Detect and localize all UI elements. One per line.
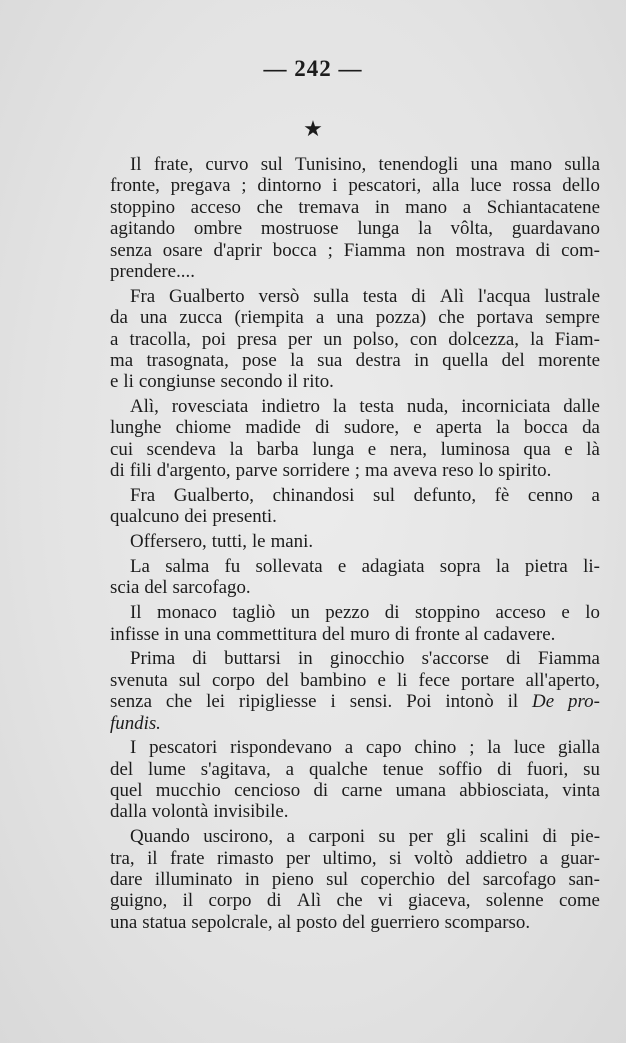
text-line: dalla volontà invisibile. [110,801,289,823]
text-line: ma trasognata, pose la sua destra in quella del morente [110,349,600,371]
text-line: dare illuminato in pieno sul coperchio del sarcofago san- [110,869,600,891]
text-line: Il monaco tagliò un pezzo di stoppino acceso e lo [130,602,600,624]
text-line: agitando ombre mostruose lunga la vôlta, guardavano [110,218,600,240]
text-line: lunghe chiome madide di sudore, e aperta la bocca da [110,417,600,439]
text-line: senza osare d'aprir bocca ; Fiamma non mostrava di com- [110,239,600,261]
text-line: Quando uscirono, a carponi su per gli scalini di pie- [130,826,600,848]
text-line: svenuta sul corpo del bambino e li fece portare all'aperto, [110,669,600,691]
text-line: La salma fu sollevata e adagiata sopra la pietra li- [130,555,600,577]
star-ornament-icon: ★ [303,116,323,141]
text-line: senza che lei ripigliesse i sensi. Poi intonò il De pro- [110,691,600,713]
text-line: Fra Gualberto, chinandosi sul defunto, fè cenno a [130,485,600,507]
text-line: Il frate, curvo sul Tunisino, tenendogli una mano sulla [130,154,600,175]
text-line: stoppino acceso che tremava in mano a Schiantacatene [110,196,600,218]
text-line: una statua sepolcrale, al posto del guerriero scomparso. [110,911,531,933]
paragraph [110,737,600,823]
text-line: e li congiunse secondo il rito. [110,371,334,393]
paragraph [110,826,600,933]
paragraph [110,556,600,599]
text-line: a tracolla, poi presa per un polso, con dolcezza, la Fiam- [110,328,600,350]
text-line: fundis. [110,712,161,734]
text-line: fronte, pregava ; dintorno i pescatori, alla luce rossa dello [110,175,600,197]
text-line: cui scendeva la barba lunga e nera, luminosa qua e là [110,438,600,460]
paragraph [110,154,600,282]
text-line: di fili d'argento, parve sorridere ; ma aveva reso lo spirito. [110,460,552,482]
page-number: — 242 — [263,56,363,81]
text-line: del lume s'agitava, a qualche tenue soffio di fuori, su [110,758,600,780]
paragraph [110,648,600,734]
text-line: scia del sarcofago. [110,577,251,599]
text-line: infisse in una commettitura del muro di fronte al cadavere. [110,623,556,645]
text-line: Offersero, tutti, le mani. [130,531,314,553]
text-line: qualcuno dei presenti. [110,506,277,528]
text-line: quel mucchio cencioso di carne umana abbiosciata, vinta [110,780,600,802]
paragraph [110,485,600,528]
text-line: Fra Gualberto versò sulla testa di Alì l'acqua lustrale [130,285,600,307]
text-line: Alì, rovesciata indietro la testa nuda, incorniciata dalle [130,396,600,418]
text-line: guigno, il corpo di Alì che vi giaceva, solenne come [110,890,600,912]
paragraph [110,531,600,552]
paragraph [110,602,600,645]
body-text [110,154,600,933]
text-line: da una zucca (riempita a una pozza) che portava sempre [110,307,600,329]
text-line: I pescatori rispondevano a capo chino ; la luce gialla [130,737,600,759]
text-line: Prima di buttarsi in ginocchio s'accorse di Fiamma [130,648,600,670]
paragraph [110,396,600,482]
paragraph [110,286,600,393]
text-line: tra, il frate rimasto per ultimo, si voltò addietro a guar- [110,847,600,869]
text-line: prendere.... [110,260,195,282]
